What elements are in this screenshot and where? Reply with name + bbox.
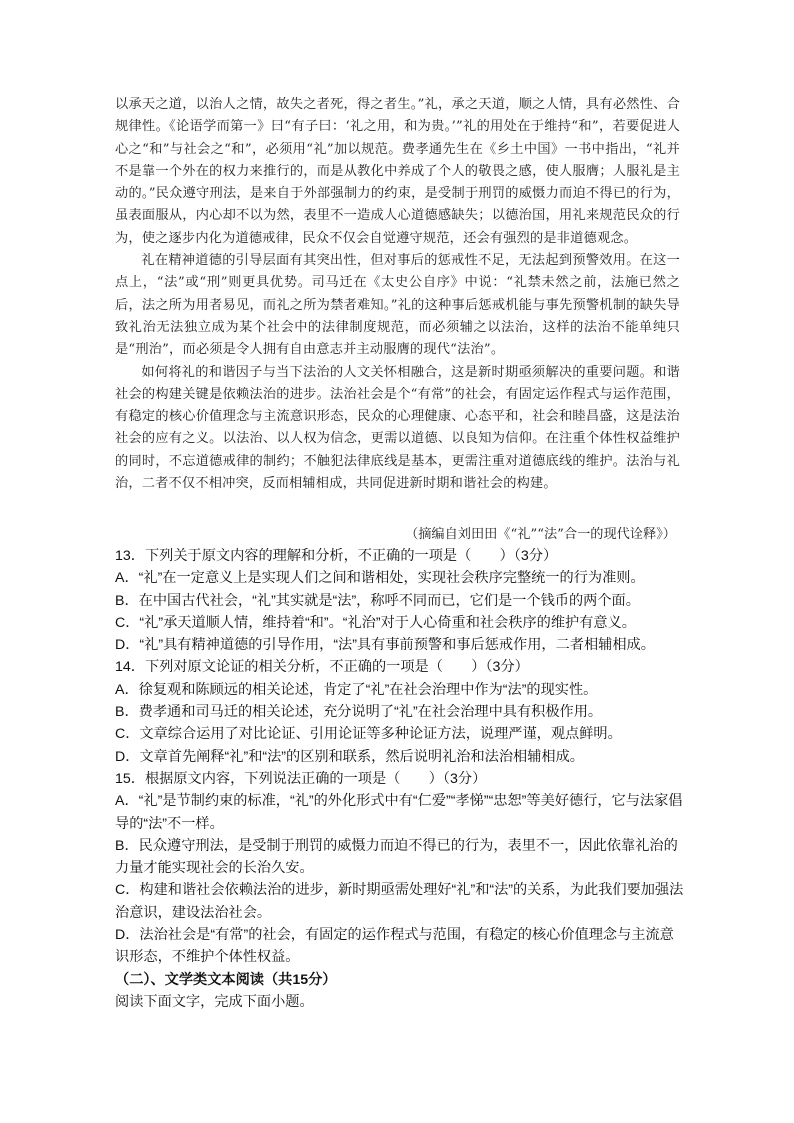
question-13-stem: 13．下列关于原文内容的理解和分析，不正确的一项是（ ）（3分） (115, 548, 558, 564)
questions-block (115, 545, 685, 1013)
section-heading: （二）、文学类文本阅读（共15分） (115, 971, 337, 988)
question-13-option-b: B．在中国古代社会，“礼”其实就是“法”，称呼不同而已，它们是一个钱币的两个面。 (115, 592, 640, 609)
question-13-option-a: A．“礼”在一定意义上是实现人们之间和谐相处，实现社会秩序完整统一的行为准则。 (115, 570, 645, 587)
passage-paragraph-1: 以承天之道，以治人之情，故失之者死，得之者生。”礼，承之天道，顺之人情，具有必然性、合规律性。《论语学而第一》曰“有子曰：‘礼之用，和为贵。’”礼的用处在于维持“和”，若要促进人心之“和”与社会之“和”，必须用“礼”加以规范。费孝通先生在《乡土中国》一书中指出，“礼并不是靠一个外在的权力来推行的，而是从教化中养成了个人的敬畏之感，使人服膺；人服礼是主动的。”民众遵守刑法，是来自于外部强制力的约束，是受制于刑罚的威慑力而迫不得已的行为，虽表面服从，内心却不以为然，表里不一造成人心道德感缺失；以德治国，用礼来规范民众的行为，使之逐步内化为道德戒律，民众不仅会自觉遵守规范，还会有强烈的是非道德观念。 (115, 97, 680, 246)
reading-passage (115, 94, 680, 495)
question-14-option-d: D．文章首先阐释“礼”和“法”的区别和联系，然后说明礼治和法治相辅相成。 (115, 748, 584, 765)
question-14-option-a: A．徐复观和陈顾远的相关论述，肯定了“礼”在社会治理中作为“法”的现实性。 (115, 681, 598, 698)
section-instruction: 阅读下面文字，完成下面小题。 (115, 993, 314, 1010)
passage-source: （摘编自刘田田《“礼”“法”合一的现代诠释》） (405, 527, 676, 542)
question-15-option-a: A．“礼”是节制约束的标准，“礼”的外化形式中有“仁爱”“孝悌”“忠恕”等美好德行，它与法家倡导的“法”不一样。 (115, 793, 683, 832)
question-13-option-d: D．“礼”具有精神道德的引导作用，“法”具有事前预警和事后惩戒作用，二者相辅相成。 (115, 637, 655, 654)
question-15-option-d: D．法治社会是“有常”的社会，有固定的运作程式与范围，有稳定的核心价值理念与主流意识形态，不维护个体性权益。 (115, 927, 674, 966)
question-13-option-c: C．“礼”承天道顺人情，维持着“和”。“礼治”对于人心倚重和社会秩序的维护有意义。 (115, 614, 636, 631)
question-15-stem: 15．根据原文内容，下列说法正确的一项是（ ）（3分） (115, 770, 487, 787)
question-15-option-b: B．民众遵守刑法，是受制于刑罚的威慑力而迫不得已的行为，表里不一，因此依靠礼治的力量才能实现社会的长治久安。 (115, 837, 678, 877)
passage-paragraph-2: 礼在精神道德的引导层面有其突出性，但对事后的惩戒性不足，无法起到预警效用。在这一点上，“法”或“刑”则更具优势。司马迁在《太史公自序》中说：“礼禁未然之前，法施已然之后，法之所为用者易见，而礼之所为禁者难知。”礼的这种事后惩戒机能与事先预警机制的缺失导致礼治无法独立成为某个社会中的法律制度规范，而必须辅之以法治，这样的法治不能单纯只是“刑治”，而必须是令人拥有自由意志并主动服膺的现代“法治”。 (115, 253, 680, 358)
question-15-option-c: C．构建和谐社会依赖法治的进步，新时期亟需处理好“礼”和“法”的关系，为此我们要加强法治意识，建设法治社会。 (115, 882, 684, 921)
question-14-stem: 14．下列对原文论证的相关分析，不正确的一项是（ ）（3分） (115, 659, 529, 676)
passage-paragraph-3: 如何将礼的和谐因子与当下法治的人文关怀相融合，这是新时期亟须解决的重要问题。和谐社会的构建关键是依赖法治的进步。法治社会是个“有常”的社会，有固定运作程式与运作范围，有稳定的核心价值理念与主流意识形态，民众的心理健康、心态平和，社会和睦昌盛，这是法治社会的应有之义。以法治、以人权为信念，更需以道德、以良知为信仰。在注重个体性权益维护的同时，不忘道德戒律的制约；不触犯法律底线是基本，更需注重对道德底线的维护。法治与礼治，二者不仅不相冲突，反而相辅相成，共同促进新时期和谐社会的构建。 (115, 364, 680, 492)
question-14-option-c: C．文章综合运用了对比论证、引用论证等多种论证方法，说理严谨，观点鲜明。 (115, 726, 622, 743)
question-14-option-b: B．费孝通和司马迁的相关论述，充分说明了“礼”在社会治理中具有积极作用。 (115, 704, 603, 721)
